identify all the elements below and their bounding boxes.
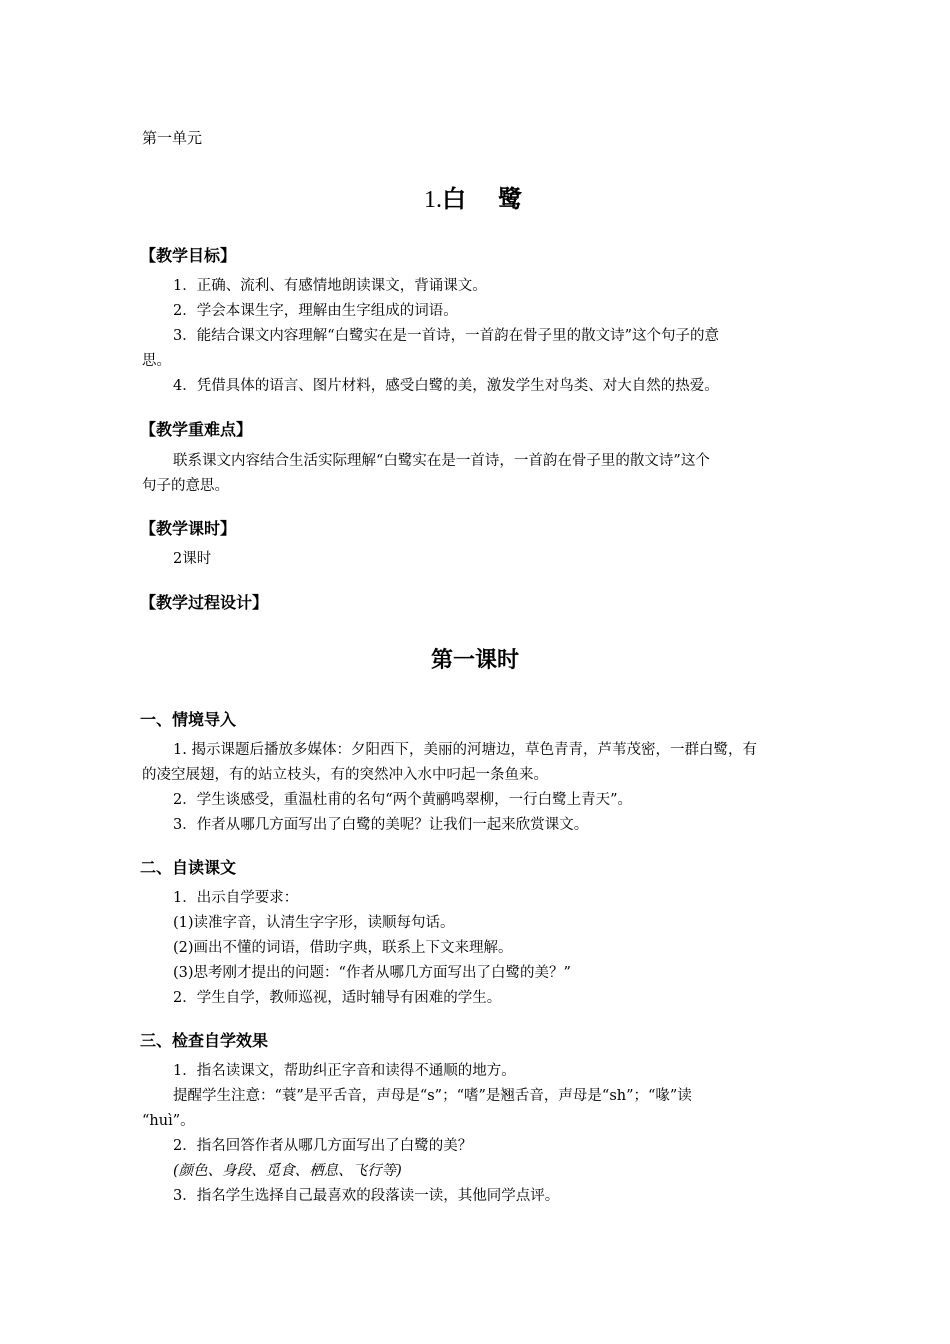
- title-number: 1.: [424, 187, 442, 213]
- section2-heading: 二、自读课文: [140, 858, 237, 877]
- lesson-title: [0, 179, 950, 214]
- unit-label: 第一单元: [142, 129, 203, 147]
- objectives-heading: 【教学目标】: [140, 246, 237, 265]
- objective-line: 思。: [142, 353, 171, 369]
- section3-line: 3．指名学生选择自己最喜欢的段落读一读，其他同学点评。: [173, 1188, 560, 1204]
- section2-line: 2．学生自学，教师巡视，适时辅导有困难的学生。: [173, 990, 502, 1006]
- objective-line: 2．学会本课生字，理解由生字组成的词语。: [173, 303, 458, 319]
- section1-line: 1. 揭示课题后播放多媒体：夕阳西下，美丽的河塘边，草色青青，芦苇茂密，一群白鹭，有: [173, 742, 757, 758]
- process-heading: 【教学过程设计】: [140, 593, 269, 612]
- objective-line: 4．凭借具体的语言、图片材料，感受白鹭的美，激发学生对鸟类、对大自然的热爱。: [173, 378, 719, 394]
- objective-line: 3．能结合课文内容理解“白鹭实在是一首诗，一首韵在骨子里的散文诗”这个句子的意: [173, 328, 720, 344]
- section3-line: 1．指名读课文，帮助纠正字音和读得不通顺的地方。: [173, 1063, 516, 1079]
- section3-line: 2．指名回答作者从哪几方面写出了白鹭的美？: [173, 1138, 473, 1154]
- section1-line: 的凌空展翅，有的站立枝头，有的突然冲入水中叼起一条鱼来。: [142, 767, 548, 783]
- title-text: 白 鹭: [442, 185, 526, 213]
- section3-heading: 三、检查自学效果: [140, 1031, 269, 1050]
- section2-line: (2)画出不懂的词语，借助字典，联系上下文来理解。: [173, 940, 513, 956]
- keypoints-heading: 【教学重难点】: [140, 420, 253, 439]
- section2-line: 1．出示自学要求：: [173, 890, 299, 906]
- hours-value: 2课时: [173, 551, 212, 567]
- section2-line: (3)思考刚才提出的问题：“作者从哪几方面写出了白鹭的美？”: [173, 965, 571, 981]
- section1-line: 3．作者从哪几方面写出了白鹭的美呢？让我们一起来欣赏课文。: [173, 817, 589, 833]
- section1-line: 2．学生谈感受，重温杜甫的名句“两个黄鹂鸣翠柳，一行白鹭上青天”。: [173, 792, 633, 808]
- section3-line: 提醒学生注意：“蓑”是平舌音，声母是“s”；“嗜”是翘舌音，声母是“sh”；“喙”读: [173, 1088, 692, 1104]
- hours-heading: 【教学课时】: [140, 519, 237, 538]
- keypoints-line: 句子的意思。: [142, 478, 229, 494]
- section3-line: (颜色、身段、觅食、栖息、飞行等): [173, 1163, 402, 1179]
- section3-line: “huì”。: [142, 1113, 195, 1129]
- keypoints-line: 联系课文内容结合生活实际理解“白鹭实在是一首诗，一首韵在骨子里的散文诗”这个: [173, 453, 710, 469]
- section2-line: (1)读准字音，认清生字字形，读顺每句话。: [173, 915, 455, 931]
- objective-line: 1．正确、流利、有感情地朗读课文，背诵课文。: [173, 278, 487, 294]
- lesson1-title: 第一课时: [430, 648, 519, 673]
- section1-heading: 一、情境导入: [140, 710, 237, 729]
